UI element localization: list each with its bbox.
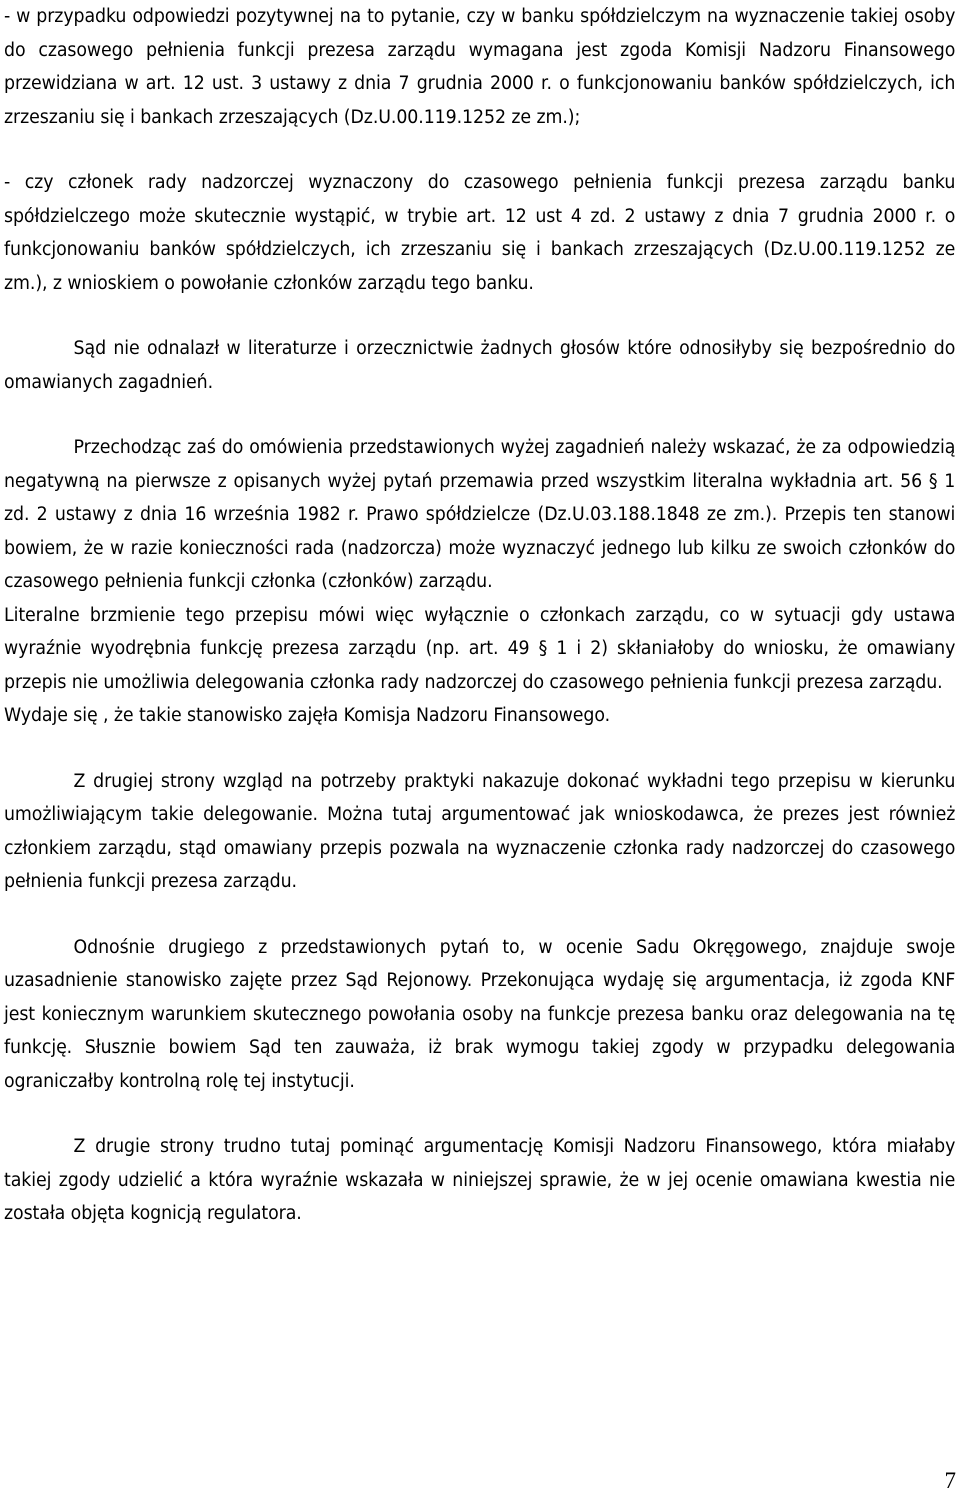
paragraph-no-literature: Sąd nie odnalazł w literaturze i orzecznictwie żadnych głosów które odnosiłyby się bezpośrednio do omawianych zagadnień. (4, 338, 956, 393)
page-number: 7 (944, 1468, 956, 1493)
document-page (4, 0, 955, 1231)
paragraph-commission-argument: Z drugie strony trudno tutaj pominąć argumentację Komisji Nadzoru Finansowego, która miałaby takiej zgody udzielić a która wyraźnie wskazała w niniejszej sprawie, że w jej ocenie omawiana kwestia nie została objęta kognicją regulatora. (4, 1136, 956, 1224)
paragraph-question-one: - w przypadku odpowiedzi pozytywnej na to pytanie, czy w banku spółdzielczym na wyznaczenie takiej osoby do czasowego pełnienia funkcji prezesa zarządu wymagana jest zgoda Komisji Nadzoru Finansowego przewidziana w art. 12 ust. 3 ustawy z dnia 7 grudnia 2000 r. o funkcjonowaniu banków spółdzielczych, ich zrzeszaniu się i bankach zrzeszających (Dz.U.00.119.1252 ze zm.); (4, 6, 956, 128)
paragraph-second-question: Odnośnie drugiego z przedstawionych pytań to, w ocenie Sadu Okręgowego, znajduje swoje uzasadnienie stanowisko zajęte przez Sąd Rejonowy. Przekonująca wydaję się argumentacja, iż zgoda KNF jest koniecznym warunkiem skutecznego powołania osoby na funkcje prezesa banku oraz delegowania na tę funkcję. Słusznie bowiem Sąd ten zauważa, iż brak wymogu takiej zgody w przypadku delegowania ograniczałby kontrolną rolę tej instytucji. (4, 936, 956, 1092)
paragraph-knf-position: Wydaje się , że takie stanowisko zajęła Komisja Nadzoru Finansowego. (4, 705, 611, 726)
paragraph-practical-needs: Z drugiej strony wzgląd na potrzeby praktyki nakazuje dokonać wykładni tego przepisu w kierunku umożliwiającym takie delegowanie. Można tutaj argumentować jak wnioskodawca, że prezes jest również członkiem zarządu, stąd omawiany przepis pozwala na wyznaczenie członka rady nadzorczej do czasowego pełnienia funkcji prezesa zarządu. (4, 770, 956, 892)
paragraph-question-two: - czy członek rady nadzorczej wyznaczony do czasowego pełnienia funkcji prezesa zarządu banku spółdzielczego może skutecznie wystąpić, w trybie art. 12 ust 4 zd. 2 ustawy z dnia 7 grudnia 2000 r. o funkcjonowaniu banków spółdzielczych, ich zrzeszaniu się i bankach zrzeszających (Dz.U.00.119.1252 ze zm.), z wnioskiem o powołanie członków zarządu tego banku. (4, 172, 956, 294)
paragraph-literal-interpretation: Przechodząc zaś do omówienia przedstawionych wyżej zagadnień należy wskazać, że za odpowiedzią negatywną na pierwsze z opisanych wyżej pytań przemawia przed wszystkim literalna wykładnia art. 56 § 1 zd. 2 ustawy z dnia 16 września 1982 r. Prawo spółdzielcze (Dz.U.03.188.1848 ze zm.). Przepis ten stanowi bowiem, że w razie konieczności rada (nadzorcza) może wyznaczyć jednego lub kilku ze swoich członków do czasowego pełnienia funkcji członka (członków) zarządu. (4, 437, 956, 592)
paragraph-literal-wording: Literalne brzmienie tego przepisu mówi więc wyłącznie o członkach zarządu, co w sytuacji gdy ustawa wyraźnie wyodrębnia funkcję prezesa zarządu (np. art. 49 § 1 i 2) skłaniałoby do wniosku, że omawiany przepis nie umożliwia delegowania członka rady nadzorczej do czasowego pełnienia funkcji prezesa zarządu. (4, 604, 956, 693)
